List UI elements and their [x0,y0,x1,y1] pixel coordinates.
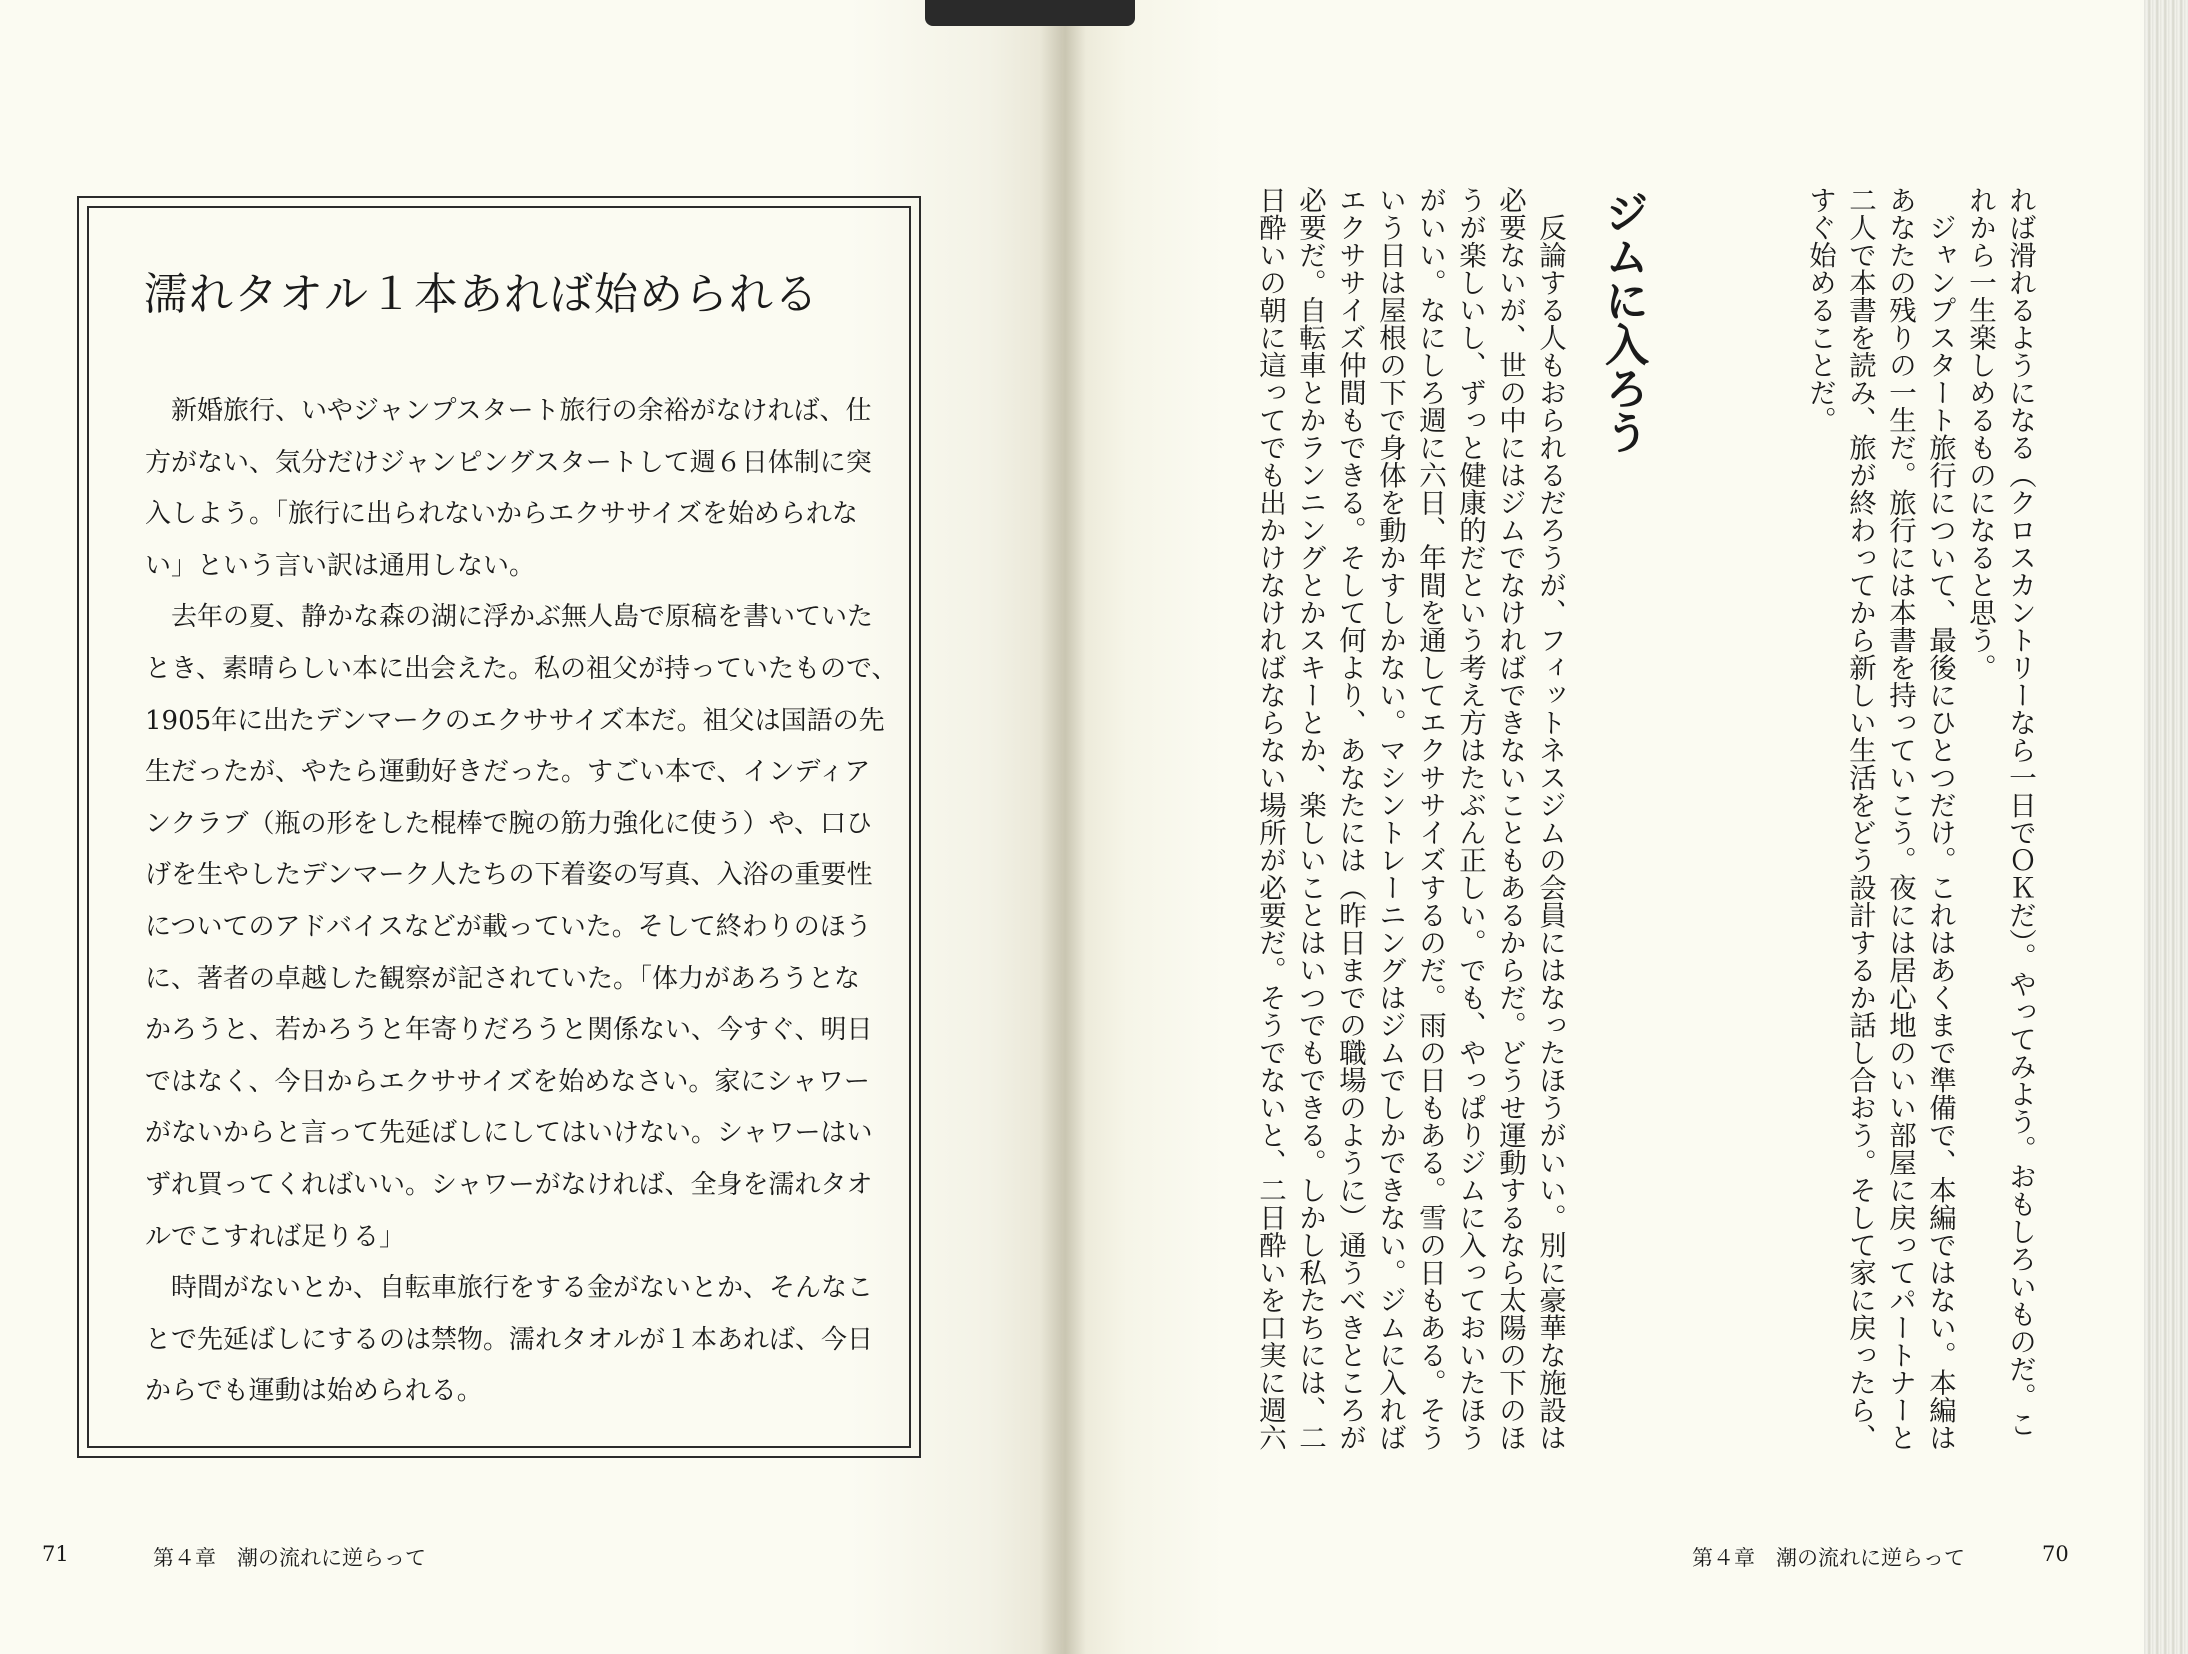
box-line: かろうと、若かろうと年寄りだろうと関係ない、今すぐ、明日 [145,1015,873,1046]
book-spine-shadow [1040,0,1086,1654]
box-line: 時間がないとか、自転車旅行をする金がないとか、そんなこ [145,1273,874,1304]
text-line: 必要ないが、世の中にはジムでなければできないこともあるからだ。どうせ運動するなら太陽の下のほ [1494,186,1526,1451]
box-line: についてのアドバイスなどが載っていた。そして終わりのほう [145,911,872,942]
box-line: に、著者の卓越した観察が記されていた。「体力があろうとな [145,963,861,994]
text-line: れから一生楽しめるものになると思う。 [1964,186,1996,681]
box-line: 去年の夏、静かな森の湖に浮かぶ無人島で原稿を書いていた [145,602,874,633]
box-line: い」という言い訳は通用しない。 [145,550,536,581]
box-line: ルでこすれば足りる」 [145,1221,406,1252]
box-line: 生だったが、やたら運動好きだった。すごい本で、インディア [145,757,871,788]
book-cover-edge [925,0,1135,26]
box-line: 1905年に出たデンマークのエクササイズ本だ。祖父は国語の先 [145,705,885,736]
box-line: ずれ買ってくればいい。シャワーがなければ、全身を濡れタオ [145,1169,873,1200]
text-line: がいい。なにしろ週に六日、年間を通してエクササイズするのだ。雨の日もある。雪の日もある。そう [1414,186,1446,1451]
box-line: ではなく、今日からエクササイズを始めなさい。家にシャワー [145,1066,870,1097]
box-line: 入しよう。「旅行に出られないからエクササイズを始められな [145,499,858,530]
text-line: エクササイズ仲間もできる。そして何より、あなたには（昨日までの職場のように）通うべきところが [1334,186,1366,1451]
section-heading: ジムに入ろう [1597,190,1648,454]
text-line: れば滑れるようになる（クロスカントリーなら一日でＯＫだ）。やってみよう。おもしろいものだ。こ [2004,186,2036,1438]
box-line: ンクラブ（瓶の形をした棍棒で腕の筋力強化に使う）や、口ひ [145,808,872,839]
running-head-left: 第４章 潮の流れに逆らって [153,1546,426,1570]
running-head-right: 第４章 潮の流れに逆らって [1692,1546,1965,1570]
page-number-right: 70 [2042,1542,2069,1566]
box-line: 新婚旅行、いやジャンプスタート旅行の余裕がなければ、仕 [145,396,872,426]
page-edge-stack [2144,0,2188,1654]
box-line: げを生やしたデンマーク人たちの下着姿の写真、入浴の重要性 [145,860,873,891]
box-line: 方がない、気分だけジャンピングスタートして週６日体制に突 [145,447,872,478]
text-line: うが楽しいし、ずっと健康的だという考え方はたぶん正しい。でも、やっぱりジムに入っておいたほう [1454,186,1486,1451]
text-line: 反論する人もおられるだろうが、フィットネスジムの会員にはなったほうがいい。別に豪華な施設は [1534,186,1566,1451]
body-text-column-b [1160,186,1570,1526]
box-line: とき、素晴らしい本に出会えた。私の祖父が持っていたもので、 [145,653,898,684]
box-title: 濡れタオル１本あれば始められる [144,269,819,320]
text-line: いう日は屋根の下で身体を動かすしかない。マシントレーニングはジムでしかできない。ジムに入れば [1374,186,1406,1451]
text-line: ジャンプスタート旅行について、最後にひとつだけ。これはあくまで準備で、本編ではない。本編は [1924,186,1956,1451]
page-number-left: 71 [42,1542,69,1566]
box-line: がないからと言って先延ばしにしてはいけない。シャワーはい [145,1118,873,1149]
body-text-column-a [1730,186,2040,1526]
text-line: すぐ始めることだ。 [1804,186,1836,434]
text-line: 日酔いの朝に這ってでも出かけなければならない場所が必要だ。そうでないと、二日酔いを口実に週六 [1254,186,1286,1451]
column-box [77,196,921,1458]
text-line: 必要だ。自転車とかランニングとかスキーとか、楽しいことはいつでもできる。しかし私たちには、二 [1294,186,1326,1451]
box-line: からでも運動は始められる。 [145,1376,483,1407]
box-body [145,386,898,1418]
text-line: あなたの残りの一生だ。旅行には本書を持っていこう。夜には居心地のいい部屋に戻ってパートナーと [1884,186,1916,1451]
box-line: とで先延ばしにするのは禁物。濡れタオルが１本あれば、今日 [145,1324,874,1355]
text-line: 二人で本書を読み、旅が終わってから新しい生活をどう設計するか話し合おう。そして家に戻ったら、 [1844,186,1876,1451]
